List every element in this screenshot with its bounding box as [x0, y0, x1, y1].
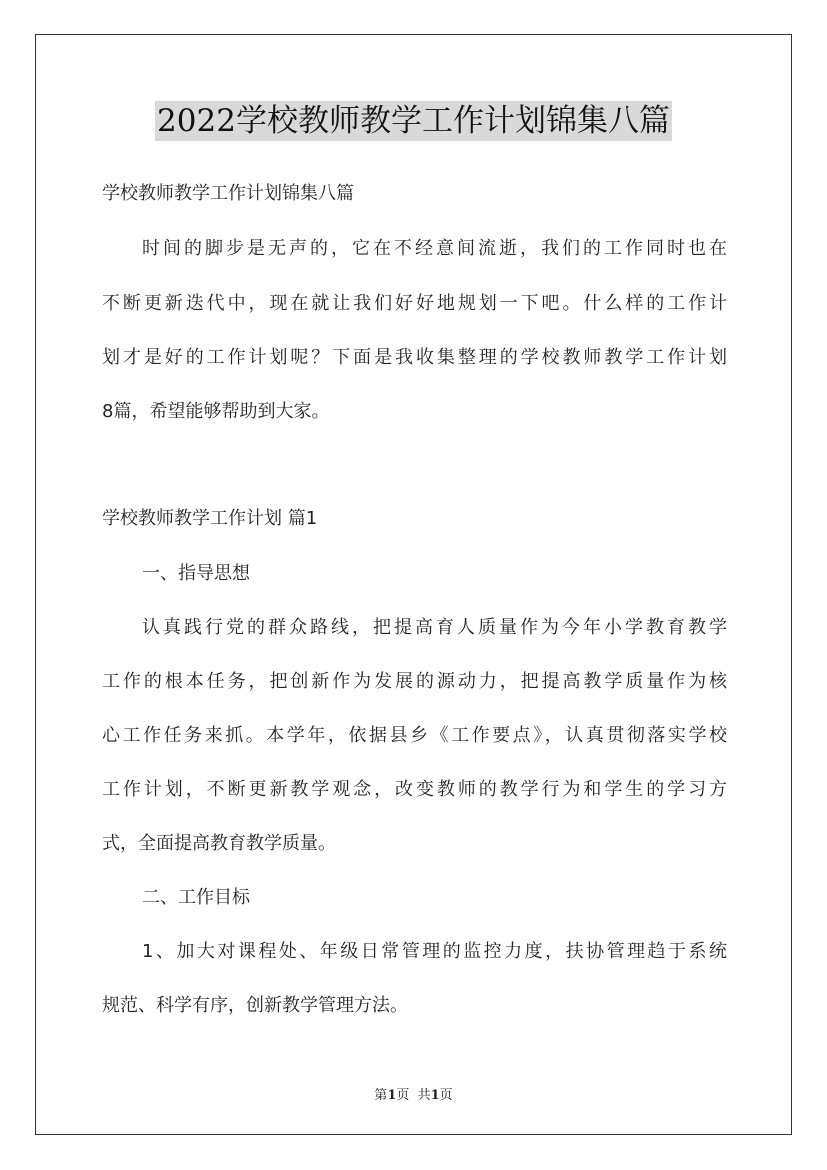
- document-title: 2022学校教师教学工作计划锦集八篇: [157, 103, 670, 139]
- intro-line: 8篇，希望能够帮助到大家。: [102, 401, 330, 422]
- page-footer: [0, 1084, 827, 1103]
- intro-line: 划才是好的工作计划呢？下面是我收集整理的学校教师教学工作计划: [102, 347, 727, 368]
- heading-guiding-ideology: 一、指导思想: [142, 563, 250, 584]
- paragraph-line: 工作计划，不断更新教学观念，改变教师的教学行为和学生的学习方: [102, 779, 727, 800]
- intro-line: 时间的脚步是无声的，它在不经意间流逝，我们的工作同时也在: [142, 238, 727, 259]
- document-subtitle: 学校教师教学工作计划锦集八篇: [102, 183, 354, 204]
- footer-total-pages: 1: [430, 1088, 440, 1103]
- paragraph-line: 心工作任务来抓。本学年，依据县乡《工作要点》，认真贯彻落实学校: [102, 725, 727, 746]
- footer-suffix: 页: [439, 1088, 453, 1103]
- footer-page-number: 1: [387, 1088, 397, 1103]
- paragraph-line: 式，全面提高教育教学质量。: [102, 833, 336, 854]
- paragraph-line: 规范、科学有序，创新教学管理方法。: [102, 995, 408, 1016]
- document-body: [102, 0, 727, 1170]
- heading-work-goals: 二、工作目标: [142, 887, 250, 908]
- footer-middle: 页 共: [396, 1088, 431, 1103]
- intro-line: 不断更新迭代中，现在就让我们好好地规划一下吧。什么样的工作计: [102, 293, 727, 314]
- footer-prefix: 第: [374, 1088, 388, 1103]
- paragraph-line: 工作的根本任务，把创新作为发展的源动力，把提高教学质量作为核: [102, 671, 727, 692]
- paragraph-line: 认真践行党的群众路线，把提高育人质量作为今年小学教育教学: [142, 617, 727, 638]
- section-heading: 学校教师教学工作计划 篇1: [102, 508, 318, 529]
- paragraph-line: 1、加大对课程处、年级日常管理的监控力度，扶协管理趋于系统: [142, 941, 727, 962]
